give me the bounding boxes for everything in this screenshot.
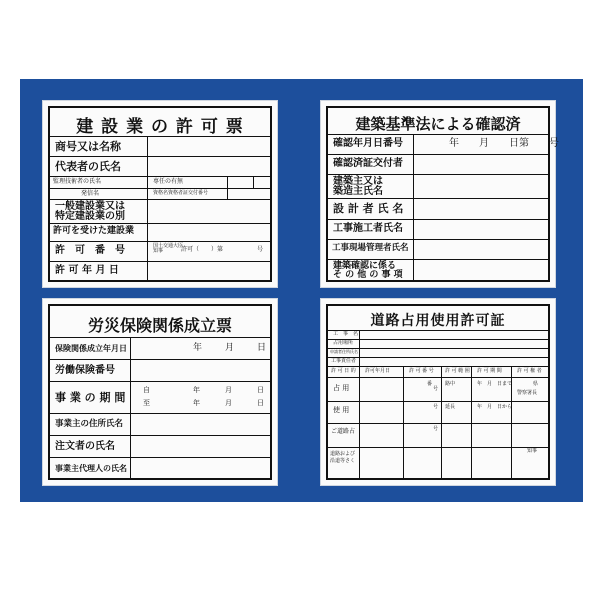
divider xyxy=(471,366,472,480)
divider xyxy=(50,223,270,224)
period-to-year: 年 xyxy=(193,399,200,407)
cell-from: 日から xyxy=(497,404,513,410)
board-title: 建 設 業 の 許 可 票 xyxy=(76,117,244,137)
divider xyxy=(328,366,548,367)
period-from-day: 日 xyxy=(257,386,264,394)
divider xyxy=(227,176,228,199)
label-owner: 建築主又は xyxy=(333,176,383,187)
divider xyxy=(50,457,270,458)
label-responsible: 工事責任者 xyxy=(331,358,357,364)
label-qualification: 資格名資格者証交付番号 xyxy=(153,190,209,196)
building-confirmation-board xyxy=(320,100,559,288)
workers-comp-board xyxy=(42,298,278,486)
period-to-day: 日 xyxy=(257,399,264,407)
period-from-month: 月 xyxy=(225,386,232,394)
cell-year: 年 xyxy=(477,381,483,387)
road-occupancy-board xyxy=(320,298,556,486)
label-applicant: 申請者住所氏名 xyxy=(330,349,358,354)
header-date: 許可年月日 xyxy=(365,368,391,374)
divider xyxy=(50,261,270,262)
divider xyxy=(50,359,270,360)
label-dedicated: 専任の有無 xyxy=(153,178,184,185)
divider xyxy=(50,241,270,242)
period-to-month: 月 xyxy=(225,399,232,407)
divider xyxy=(328,339,548,340)
period-from-year: 年 xyxy=(193,386,200,394)
label-other-2: そ の 他 の 事 項 xyxy=(333,270,403,280)
board-title: 労災保険関係成立票 xyxy=(87,316,232,335)
divider xyxy=(328,348,548,349)
label-company-name: 商号又は名称 xyxy=(55,140,121,153)
divider xyxy=(359,330,360,480)
header-purpose: 許 可 日 的 xyxy=(331,368,356,374)
label-general-or-special-2: 特定建設業の別 xyxy=(55,211,125,222)
divider xyxy=(328,219,548,220)
divider xyxy=(403,366,404,480)
divider xyxy=(328,377,548,378)
label-licensed-work: 許可を受けた建設業 xyxy=(53,226,135,236)
cell-go3: 号 xyxy=(433,426,439,432)
permit-authority: 国土交通大臣 知事 xyxy=(153,243,184,254)
group-fence: 道路および 沿道等さく xyxy=(330,451,356,464)
cell-go: 号 xyxy=(433,386,439,392)
divider xyxy=(328,198,548,199)
divider xyxy=(328,154,548,155)
divider xyxy=(147,136,148,282)
confirmation-date-value: 年 月 日第 号 xyxy=(449,138,559,149)
divider xyxy=(413,134,414,282)
divider xyxy=(328,330,548,331)
label-occupancy-place: 占用場所 xyxy=(333,340,354,346)
divider xyxy=(328,174,548,175)
divider xyxy=(50,381,270,382)
label-business-period: 事 業 の 期 間 xyxy=(55,391,126,404)
ymd-year: 年 xyxy=(193,343,203,353)
cell-month2: 月 xyxy=(487,404,493,410)
divider xyxy=(50,188,270,189)
header-period: 許 可 期 間 xyxy=(477,368,502,374)
divider xyxy=(50,176,270,177)
divider xyxy=(50,156,270,157)
cell-prefecture: 県 xyxy=(533,381,539,387)
divider xyxy=(253,176,254,188)
label-permit-number: 許 可 番 号 xyxy=(55,245,125,256)
cell-year2: 年 xyxy=(477,404,483,410)
cell-road: 路中 xyxy=(445,381,456,387)
label-other: 建築確認に係る xyxy=(333,261,397,271)
ymd-day: 日 xyxy=(257,343,267,353)
ymd-month: 月 xyxy=(225,343,235,353)
cell-extension: 延長 xyxy=(445,404,456,410)
period-from: 自 xyxy=(143,386,150,394)
label-orderer-name: 注文者の氏名 xyxy=(55,441,115,452)
label-supervising-engineer: 監理技術者の氏名 xyxy=(53,178,102,185)
cell-police: 警察署長 xyxy=(517,390,538,396)
divider xyxy=(328,259,548,260)
cell-month: 月 xyxy=(487,381,493,387)
header-authority: 許 可 権 者 xyxy=(517,368,542,374)
construction-license-board xyxy=(42,100,278,288)
divider xyxy=(50,199,270,200)
label-insurance-number: 労働保険番号 xyxy=(55,365,115,376)
board-title: 建築基準法による確認済 xyxy=(355,115,521,133)
label-work-name: 工 事 名 xyxy=(333,331,359,337)
divider xyxy=(328,357,548,358)
label-agent-name: 事業主代理人の氏名 xyxy=(55,463,127,473)
group-road: ご道路占 xyxy=(331,428,356,435)
label-certificate-issuer: 確認済証交付者 xyxy=(333,158,403,169)
cell-governor: 知事 xyxy=(527,448,538,454)
header-number: 許 可 番 号 xyxy=(409,368,434,374)
label-general-or-special: 一般建設業又は xyxy=(55,201,125,212)
label-owner-2: 築造主氏名 xyxy=(333,186,383,197)
header-range: 許 可 範 囲 xyxy=(445,368,470,374)
divider xyxy=(50,435,270,436)
cell-until: 日まで xyxy=(497,381,513,387)
divider xyxy=(328,239,548,240)
divider xyxy=(328,423,548,424)
label-issuer: 発信名 xyxy=(81,190,100,197)
period-to: 至 xyxy=(143,399,150,407)
permit-number-text: 許可（ ）第 xyxy=(181,246,224,253)
divider xyxy=(328,401,548,402)
label-employer-address: 事業主の住所氏名 xyxy=(55,419,124,429)
divider xyxy=(441,366,442,480)
group-occupancy: 占 用 xyxy=(333,384,350,392)
group-use: 使 用 xyxy=(333,406,350,414)
cell-go2: 号 xyxy=(433,404,439,410)
divider xyxy=(50,337,270,338)
board-title: 道路占用使用許可証 xyxy=(370,313,506,329)
divider xyxy=(50,413,270,414)
cell-ban: 番 xyxy=(427,381,433,387)
divider xyxy=(50,136,270,137)
label-site-manager: 工事現場管理者氏名 xyxy=(332,243,409,253)
label-permit-date: 許 可 年 月 日 xyxy=(55,265,119,276)
label-representative: 代表者の氏名 xyxy=(55,160,121,173)
permit-number-suffix: 号 xyxy=(257,246,264,253)
label-contractor: 工事施工者氏名 xyxy=(333,223,403,234)
divider xyxy=(328,134,548,135)
label-confirmation-date: 確認年月日番号 xyxy=(333,138,403,149)
label-designer: 設 計 者 氏 名 xyxy=(333,202,404,215)
divider xyxy=(328,447,548,448)
divider xyxy=(130,337,131,480)
label-insurance-date: 保険関係成立年月日 xyxy=(55,343,127,353)
